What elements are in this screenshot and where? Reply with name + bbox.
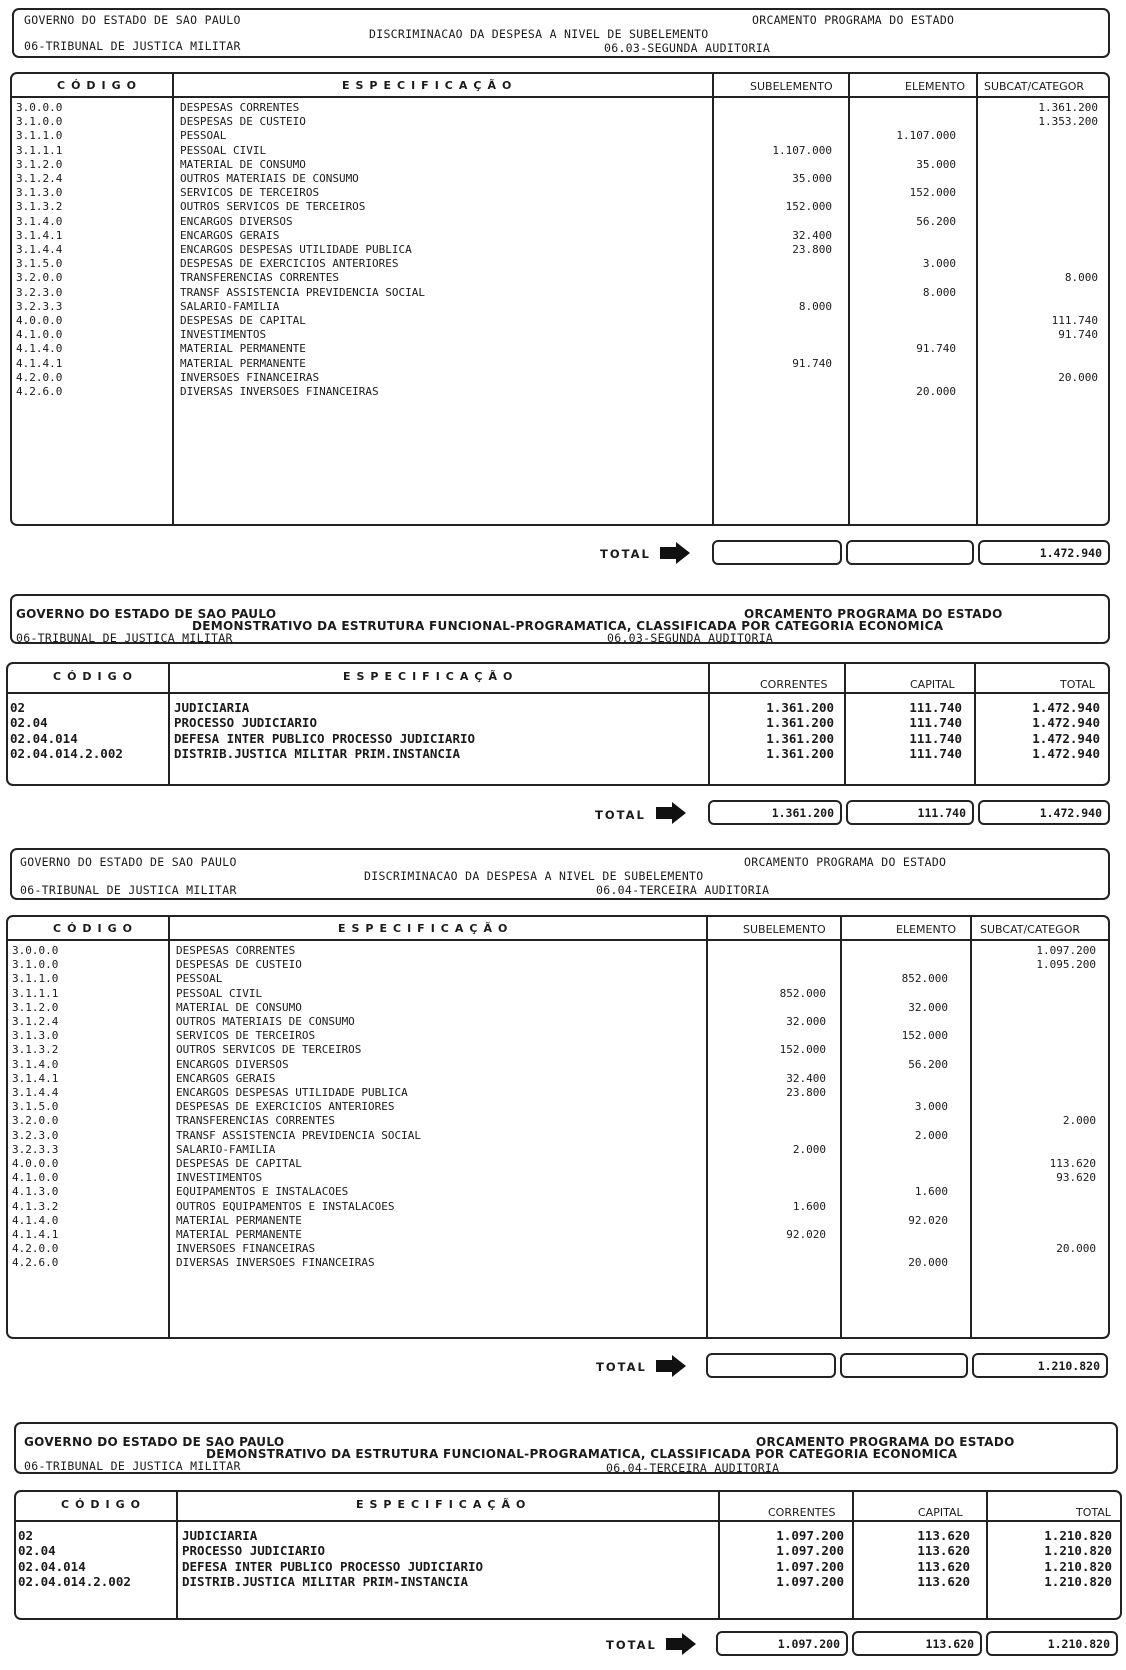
table-row [8, 700, 1108, 715]
col-elemento: ELEMENTO [905, 80, 966, 93]
col-subcat: SUBCAT/CATEGOR [980, 923, 1081, 936]
col-codigo: CÓDIGO [53, 922, 139, 935]
row-code: 3.2.0.0 [16, 271, 63, 285]
table-row [12, 144, 1108, 158]
row-description: MATERIAL PERMANENTE [176, 1228, 302, 1241]
header-organ: 06-TRIBUNAL DE JUSTICA MILITAR [20, 883, 237, 897]
total-subcat: 1.210.820 [972, 1353, 1108, 1378]
row-capital: 113.620 [917, 1528, 970, 1543]
row-elemento: 92.020 [908, 1213, 948, 1227]
row-description: DIVERSAS INVERSOES FINANCEIRAS [180, 385, 379, 398]
row-description: OUTROS MATERIAIS DE CONSUMO [180, 172, 359, 185]
table-row [8, 1058, 1108, 1072]
header-unit: 06.04-TERCEIRA AUDITORIA [596, 883, 770, 897]
table-row [8, 1100, 1108, 1114]
section-1-table [10, 72, 1110, 526]
table-row [8, 1256, 1108, 1270]
col-subelemento: SUBELEMENTO [750, 80, 833, 93]
row-correntes: 1.361.200 [766, 730, 834, 746]
row-code: 3.2.3.0 [16, 285, 63, 299]
row-description: ENCARGOS DIVERSOS [176, 1057, 289, 1071]
table-row [12, 300, 1108, 314]
row-code: 4.1.4.1 [12, 1228, 59, 1241]
row-code: 02 [10, 700, 26, 715]
col-codigo: CÓDIGO [53, 670, 139, 683]
table-row [8, 1200, 1108, 1214]
row-description: EQUIPAMENTOS E INSTALACOES [176, 1185, 349, 1199]
table-row [8, 944, 1108, 958]
row-code: 3.1.2.4 [16, 172, 63, 185]
row-subcat: 1.097.200 [1036, 944, 1096, 957]
row-subcat: 1.361.200 [1038, 101, 1098, 114]
table-row [12, 158, 1108, 172]
col-especificacao: ESPECIFICAÇÃO [343, 670, 519, 683]
row-code: 3.1.0.0 [12, 958, 59, 972]
row-code: 4.1.0.0 [12, 1171, 59, 1185]
col-codigo: CÓDIGO [57, 79, 143, 92]
row-description: INVERSOES FINANCEIRAS [176, 1242, 316, 1256]
row-capital: 113.620 [917, 1573, 970, 1589]
row-description: TRANSFERENCIAS CORRENTES [180, 271, 339, 285]
table-row [8, 1185, 1108, 1199]
header-center-title: DISCRIMINACAO DA DESPESA A NIVEL DE SUBELEMENTO [364, 869, 704, 883]
row-description: PESSOAL CIVIL [176, 986, 263, 1000]
row-code: 3.1.4.0 [12, 1057, 59, 1071]
row-code: 3.1.0.0 [16, 115, 63, 129]
total-total: 1.472.940 [978, 800, 1110, 825]
section-4-header [14, 1422, 1118, 1474]
table-row [12, 342, 1108, 356]
header-center-title: DEMONSTRATIVO DA ESTRUTURA FUNCIONAL-PROGRAMATICA, CLASSIFICADA POR CATEGORIA ECONOMICA [206, 1447, 958, 1461]
row-subcat: 20.000 [1056, 1242, 1096, 1256]
table-row [16, 1574, 1120, 1589]
table-row [8, 1114, 1108, 1128]
row-capital: 111.740 [909, 700, 962, 715]
total-correntes: 1.097.200 [716, 1631, 848, 1656]
table-row [12, 215, 1108, 229]
row-subcat: 1.353.200 [1038, 115, 1098, 129]
row-elemento: 32.000 [908, 1000, 948, 1014]
row-description: MATERIAL PERMANENTE [176, 1213, 302, 1227]
header-government: GOVERNO DO ESTADO DE SAO PAULO [24, 13, 241, 27]
row-subelemento: 35.000 [792, 172, 832, 185]
row-elemento: 1.600 [914, 1185, 948, 1199]
row-description: DESPESAS DE EXERCICIOS ANTERIORES [180, 257, 399, 271]
row-description: DESPESAS CORRENTES [180, 101, 300, 114]
row-capital: 113.620 [917, 1558, 970, 1574]
table-row [8, 972, 1108, 986]
total-correntes: 1.361.200 [708, 800, 842, 825]
section-2-header [10, 594, 1110, 644]
row-description: DEFESA INTER PUBLICO PROCESSO JUDICIARIO [182, 1558, 484, 1574]
row-code: 02.04.014 [18, 1558, 86, 1574]
row-code: 4.2.6.0 [16, 385, 63, 398]
row-subelemento: 32.000 [786, 1015, 826, 1028]
row-subcat: 2.000 [1062, 1114, 1096, 1128]
header-government: GOVERNO DO ESTADO DE SAO PAULO [16, 607, 277, 621]
arrow-right-icon [656, 802, 686, 824]
row-subelemento: 8.000 [798, 299, 832, 313]
row-code: 3.1.3.0 [16, 186, 63, 200]
row-elemento: 20.000 [916, 385, 956, 398]
row-description: SALARIO-FAMILIA [176, 1142, 276, 1156]
row-total: 1.210.820 [1044, 1528, 1112, 1543]
row-subelemento: 152.000 [785, 200, 832, 214]
total-subcat: 1.472.940 [978, 540, 1110, 565]
row-description: ENCARGOS DESPESAS UTILIDADE PUBLICA [176, 1086, 408, 1099]
row-code: 3.1.3.2 [12, 1043, 59, 1057]
row-code: 02.04.014.2.002 [10, 745, 123, 761]
table-row [12, 229, 1108, 243]
row-code: 02.04 [18, 1543, 56, 1559]
row-description: PESSOAL [176, 972, 223, 986]
row-code: 3.1.2.4 [12, 1015, 59, 1028]
row-subelemento: 92.020 [786, 1228, 826, 1241]
row-subcat: 8.000 [1064, 271, 1098, 285]
row-subcat: 111.740 [1051, 314, 1098, 327]
row-description: ENCARGOS DIVERSOS [180, 214, 293, 228]
row-description: ENCARGOS GERAIS [176, 1071, 276, 1085]
table-row [8, 1157, 1108, 1171]
row-elemento: 56.200 [908, 1057, 948, 1071]
row-correntes: 1.097.200 [776, 1543, 844, 1559]
row-total: 1.472.940 [1032, 700, 1100, 715]
row-description: DESPESAS DE CUSTEIO [180, 115, 306, 129]
row-total: 1.472.940 [1032, 715, 1100, 731]
row-code: 4.1.4.0 [16, 342, 63, 356]
row-description: JUDICIARIA [174, 700, 250, 715]
row-description: DISTRIB.JUSTICA MILITAR PRIM.INSTANCIA [174, 745, 460, 761]
row-code: 4.1.4.1 [16, 356, 63, 370]
section-3-table [6, 915, 1110, 1339]
row-code: 3.2.3.3 [16, 299, 63, 313]
row-description: OUTROS EQUIPAMENTOS E INSTALACOES [176, 1199, 395, 1213]
row-capital: 113.620 [917, 1543, 970, 1559]
total-subelemento [706, 1353, 836, 1378]
row-code: 3.2.3.0 [12, 1128, 59, 1142]
row-description: MATERIAL DE CONSUMO [180, 157, 306, 171]
col-capital: CAPITAL [910, 678, 955, 691]
table-row [12, 243, 1108, 257]
header-unit: 06.03-SEGUNDA AUDITORIA [604, 41, 771, 55]
section-1-header [12, 8, 1110, 58]
total-label: TOTAL [595, 808, 646, 822]
row-elemento: 3.000 [922, 257, 956, 271]
row-elemento: 152.000 [901, 1029, 948, 1043]
row-description: OUTROS SERVICOS DE TERCEIROS [180, 200, 366, 214]
table-row [12, 286, 1108, 300]
header-unit: 06.03-SEGUNDA AUDITORIA [607, 631, 774, 645]
table-row [12, 314, 1108, 328]
row-code: 4.1.4.0 [12, 1213, 59, 1227]
row-description: TRANSF ASSISTENCIA PREVIDENCIA SOCIAL [176, 1128, 422, 1142]
table-row [8, 731, 1108, 746]
table-row [12, 257, 1108, 271]
row-total: 1.472.940 [1032, 730, 1100, 746]
row-description: INVESTIMENTOS [180, 328, 267, 342]
row-elemento: 35.000 [916, 157, 956, 171]
row-code: 3.1.1.1 [16, 143, 63, 157]
row-description: ENCARGOS GERAIS [180, 228, 280, 242]
table-row [8, 1129, 1108, 1143]
table-row [8, 746, 1108, 761]
table-row [12, 200, 1108, 214]
row-correntes: 1.097.200 [776, 1528, 844, 1543]
header-center-title: DISCRIMINACAO DA DESPESA A NIVEL DE SUBELEMENTO [369, 27, 709, 41]
table-row [8, 1072, 1108, 1086]
row-total: 1.472.940 [1032, 745, 1100, 761]
table-row [8, 1171, 1108, 1185]
row-subcat: 91.740 [1058, 328, 1098, 342]
table-row [12, 328, 1108, 342]
row-total: 1.210.820 [1044, 1543, 1112, 1559]
table-row [8, 1015, 1108, 1029]
row-code: 4.0.0.0 [12, 1157, 59, 1170]
row-description: DESPESAS CORRENTES [176, 944, 296, 957]
row-elemento: 152.000 [909, 186, 956, 200]
row-code: 4.2.6.0 [12, 1256, 59, 1270]
row-code: 3.1.2.0 [16, 157, 63, 171]
col-elemento: ELEMENTO [896, 923, 957, 936]
row-subcat: 113.620 [1049, 1157, 1096, 1170]
row-total: 1.210.820 [1044, 1573, 1112, 1589]
table-row [12, 115, 1108, 129]
row-correntes: 1.097.200 [776, 1558, 844, 1574]
header-organ: 06-TRIBUNAL DE JUSTICA MILITAR [16, 631, 233, 645]
row-description: JUDICIARIA [182, 1528, 258, 1543]
row-elemento: 852.000 [901, 972, 948, 986]
row-capital: 111.740 [909, 730, 962, 746]
col-subcat: SUBCAT/CATEGOR [984, 80, 1085, 93]
arrow-right-icon [666, 1633, 696, 1655]
row-description: ENCARGOS DESPESAS UTILIDADE PUBLICA [180, 243, 412, 256]
row-description: DESPESAS DE CAPITAL [176, 1157, 302, 1170]
table-row [16, 1543, 1120, 1558]
table-row [12, 186, 1108, 200]
row-description: INVESTIMENTOS [176, 1171, 263, 1185]
col-correntes: CORRENTES [768, 1506, 836, 1519]
header-government: GOVERNO DO ESTADO DE SAO PAULO [20, 855, 237, 869]
row-description: MATERIAL PERMANENTE [180, 342, 306, 356]
col-especificacao: ESPECIFICAÇÃO [338, 922, 514, 935]
table-row [16, 1528, 1120, 1543]
row-subelemento: 152.000 [779, 1043, 826, 1057]
row-code: 3.1.5.0 [12, 1100, 59, 1114]
row-code: 3.1.5.0 [16, 257, 63, 271]
section-4-table [14, 1490, 1122, 1620]
col-especificacao: ESPECIFICAÇÃO [356, 1498, 532, 1511]
table-row [8, 1214, 1108, 1228]
row-subelemento: 1.600 [792, 1199, 826, 1213]
row-code: 4.1.3.0 [12, 1185, 59, 1199]
row-description: DESPESAS DE CUSTEIO [176, 958, 302, 972]
table-row [12, 101, 1108, 115]
row-description: DESPESAS DE CAPITAL [180, 314, 306, 327]
header-organ: 06-TRIBUNAL DE JUSTICA MILITAR [24, 39, 241, 53]
row-subelemento: 91.740 [792, 356, 832, 370]
row-code: 3.1.1.0 [12, 972, 59, 986]
header-unit: 06.04-TERCEIRA AUDITORIA [606, 1461, 780, 1475]
table-row [8, 1143, 1108, 1157]
row-elemento: 20.000 [908, 1256, 948, 1270]
total-subelemento [712, 540, 842, 565]
row-code: 4.2.0.0 [16, 370, 63, 384]
row-description: OUTROS SERVICOS DE TERCEIROS [176, 1043, 362, 1057]
row-code: 3.1.3.2 [16, 200, 63, 214]
row-code: 3.1.3.0 [12, 1029, 59, 1043]
row-capital: 111.740 [909, 715, 962, 731]
row-total: 1.210.820 [1044, 1558, 1112, 1574]
row-subelemento: 2.000 [792, 1142, 826, 1156]
total-elemento [846, 540, 974, 565]
row-description: DESPESAS DE EXERCICIOS ANTERIORES [176, 1100, 395, 1114]
row-description: TRANSF ASSISTENCIA PREVIDENCIA SOCIAL [180, 285, 426, 299]
col-total: TOTAL [1076, 1506, 1111, 1519]
row-subelemento: 23.800 [786, 1086, 826, 1099]
row-subcat: 1.095.200 [1036, 958, 1096, 972]
row-code: 4.2.0.0 [12, 1242, 59, 1256]
table-row [8, 1242, 1108, 1256]
col-total: TOTAL [1060, 678, 1095, 691]
row-description: DISTRIB.JUSTICA MILITAR PRIM-INSTANCIA [182, 1573, 468, 1589]
row-code: 02.04.014.2.002 [18, 1573, 131, 1589]
row-code: 3.2.0.0 [12, 1114, 59, 1128]
row-code: 3.1.4.1 [16, 228, 63, 242]
row-subcat: 93.620 [1056, 1171, 1096, 1185]
table-row [12, 172, 1108, 186]
row-description: PROCESSO JUDICIARIO [174, 715, 317, 731]
row-code: 3.0.0.0 [16, 101, 63, 114]
row-correntes: 1.097.200 [776, 1573, 844, 1589]
section-3-header [10, 848, 1110, 900]
row-subelemento: 852.000 [779, 986, 826, 1000]
row-description: DEFESA INTER PUBLICO PROCESSO JUDICIARIO [174, 730, 476, 746]
row-description: OUTROS MATERIAIS DE CONSUMO [176, 1015, 355, 1028]
header-budget-title: ORCAMENTO PROGRAMA DO ESTADO [744, 607, 1003, 621]
header-center-title: DEMONSTRATIVO DA ESTRUTURA FUNCIONAL-PROGRAMATICA, CLASSIFICADA POR CATEGORIA ECONOMICA [192, 619, 944, 633]
row-subelemento: 23.800 [792, 243, 832, 256]
header-government: GOVERNO DO ESTADO DE SAO PAULO [24, 1435, 285, 1449]
col-capital: CAPITAL [918, 1506, 963, 1519]
row-code: 3.1.2.0 [12, 1000, 59, 1014]
section-2-table [6, 662, 1110, 786]
row-correntes: 1.361.200 [766, 700, 834, 715]
row-code: 3.1.4.4 [12, 1086, 59, 1099]
row-code: 3.2.3.3 [12, 1142, 59, 1156]
row-code: 3.1.1.1 [12, 986, 59, 1000]
col-codigo: CÓDIGO [61, 1498, 147, 1511]
row-code: 3.1.4.4 [16, 243, 63, 256]
total-label: TOTAL [596, 1360, 647, 1374]
header-budget-title: ORCAMENTO PROGRAMA DO ESTADO [756, 1435, 1015, 1449]
row-code: 3.1.4.1 [12, 1071, 59, 1085]
row-elemento: 56.200 [916, 214, 956, 228]
row-correntes: 1.361.200 [766, 715, 834, 731]
row-code: 3.1.1.0 [16, 129, 63, 143]
row-code: 4.0.0.0 [16, 314, 63, 327]
total-capital: 111.740 [846, 800, 974, 825]
row-description: TRANSFERENCIAS CORRENTES [176, 1114, 335, 1128]
table-row [8, 1001, 1108, 1015]
row-code: 4.1.3.2 [12, 1199, 59, 1213]
table-row [12, 357, 1108, 371]
row-elemento: 8.000 [922, 285, 956, 299]
row-elemento: 3.000 [914, 1100, 948, 1114]
table-row [8, 958, 1108, 972]
row-description: MATERIAL DE CONSUMO [176, 1000, 302, 1014]
row-description: PROCESSO JUDICIARIO [182, 1543, 325, 1559]
total-total: 1.210.820 [986, 1631, 1118, 1656]
table-row [12, 385, 1108, 399]
arrow-right-icon [660, 542, 690, 564]
row-description: INVERSOES FINANCEIRAS [180, 370, 320, 384]
row-elemento: 1.107.000 [896, 129, 956, 143]
row-description: DIVERSAS INVERSOES FINANCEIRAS [176, 1256, 375, 1270]
table-row [8, 715, 1108, 730]
arrow-right-icon [656, 1355, 686, 1377]
row-description: SERVICOS DE TERCEIROS [176, 1029, 316, 1043]
table-row [12, 271, 1108, 285]
row-code: 02.04.014 [10, 730, 78, 746]
row-subelemento: 32.400 [786, 1071, 826, 1085]
row-code: 02.04 [10, 715, 48, 731]
row-elemento: 91.740 [916, 342, 956, 356]
table-row [8, 1043, 1108, 1057]
row-code: 3.1.4.0 [16, 214, 63, 228]
table-row [12, 129, 1108, 143]
total-label: TOTAL [606, 1638, 657, 1652]
table-row [8, 1086, 1108, 1100]
row-capital: 111.740 [909, 745, 962, 761]
row-elemento: 2.000 [914, 1128, 948, 1142]
total-elemento [840, 1353, 968, 1378]
col-subelemento: SUBELEMENTO [743, 923, 826, 936]
header-budget-title: ORCAMENTO PROGRAMA DO ESTADO [752, 13, 955, 27]
header-organ: 06-TRIBUNAL DE JUSTICA MILITAR [24, 1459, 241, 1473]
row-subelemento: 1.107.000 [772, 143, 832, 157]
row-description: PESSOAL CIVIL [180, 143, 267, 157]
table-row [8, 1029, 1108, 1043]
row-subelemento: 32.400 [792, 228, 832, 242]
row-correntes: 1.361.200 [766, 745, 834, 761]
row-description: PESSOAL [180, 129, 227, 143]
total-label: TOTAL [600, 547, 651, 561]
row-description: SALARIO-FAMILIA [180, 299, 280, 313]
col-especificacao: ESPECIFICAÇÃO [342, 79, 518, 92]
table-row [8, 987, 1108, 1001]
row-description: SERVICOS DE TERCEIROS [180, 186, 320, 200]
table-row [16, 1559, 1120, 1574]
row-subcat: 20.000 [1058, 370, 1098, 384]
row-code: 02 [18, 1528, 34, 1543]
row-description: MATERIAL PERMANENTE [180, 356, 306, 370]
header-budget-title: ORCAMENTO PROGRAMA DO ESTADO [744, 855, 947, 869]
row-code: 4.1.0.0 [16, 328, 63, 342]
row-code: 3.0.0.0 [12, 944, 59, 957]
col-correntes: CORRENTES [760, 678, 828, 691]
table-row [8, 1228, 1108, 1242]
table-row [12, 371, 1108, 385]
total-capital: 113.620 [852, 1631, 982, 1656]
